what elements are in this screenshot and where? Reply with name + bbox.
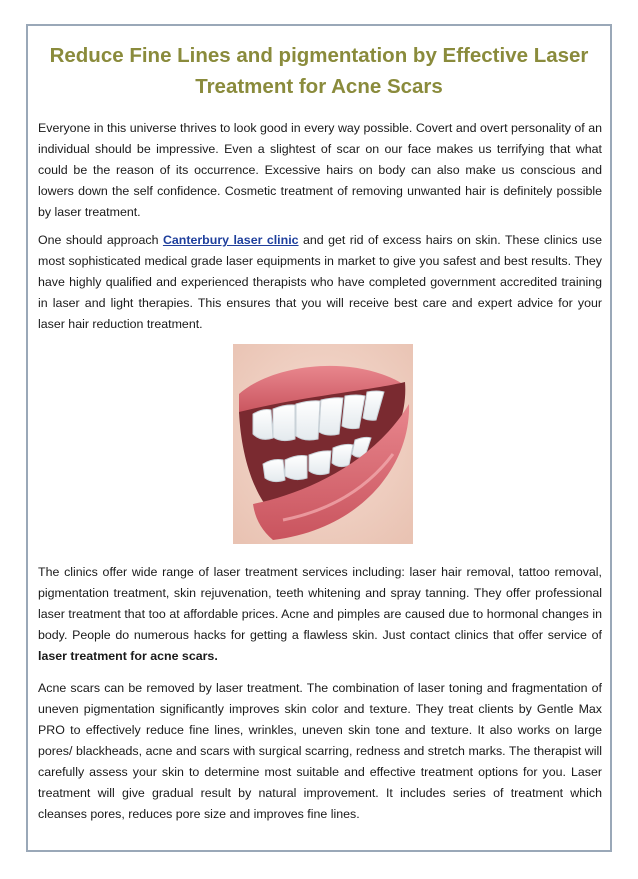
- teeth-smile-photo: [233, 344, 413, 544]
- canterbury-clinic-link[interactable]: Canterbury laser clinic: [162, 233, 299, 247]
- paragraph-intro: Everyone in this universe thrives to look good in every way possible. Covert and overt personality of an individual should be impressive. Even a slightest of scar on our face makes us terrifying that what could be the reason of its occurrence. Excessive hairs on body can also make us conscious and lowers down the self confidence. Cosmetic treatment of removing unwanted hair is definitely possible by laser treatment.: [38, 121, 602, 219]
- paragraph-services-text: The clinics offer wide range of laser treatment services including: laser hair removal, tattoo removal, pigmentation treatment, skin rejuvenation, teeth whitening and spray tanning. They offer professional laser treatment that too at affordable prices. Acne and pimples are caused due to hormonal changes in body. People do numerous hacks for getting a flawless skin. Just contact clinics that offer service of: [38, 565, 602, 642]
- paragraph-clinic: [38, 230, 602, 335]
- paragraph-clinic-text-after: and get rid of excess hairs on skin. These clinics use most sophisticated medical grade laser equipments in market to give you safest and best results. They have highly qualified and experienced therapists who have completed government accredited training in laser and light therapies. This ensures that you will receive best care and expert advice for your laser hair reduction treatment.: [38, 233, 602, 331]
- document-page: [26, 24, 612, 852]
- paragraph-clinic-text-before: One should approach: [38, 233, 163, 247]
- paragraph-acne-scars: Acne scars can be removed by laser treatment. The combination of laser toning and fragmentation of uneven pigmentation significantly improves skin color and texture. They treat clients by Gentle Max PRO to effectively reduce fine lines, wrinkles, uneven skin tone and texture. It also works on large pores/ blackheads, acne and scars with surgical scarring, redness and stretch marks. The therapist will carefully assess your skin to determine most suitable and effective treatment options for you. Laser treatment will give gradual result by natural improvement. It includes series of treatment which cleanses pores, reduces pore size and improves fine lines.: [38, 681, 602, 821]
- acne-scars-emphasis: laser treatment for acne scars.: [38, 649, 218, 663]
- article-title: Reduce Fine Lines and pigmentation by Effective Laser Treatment for Acne Scars: [49, 44, 589, 98]
- paragraph-services: [38, 562, 602, 667]
